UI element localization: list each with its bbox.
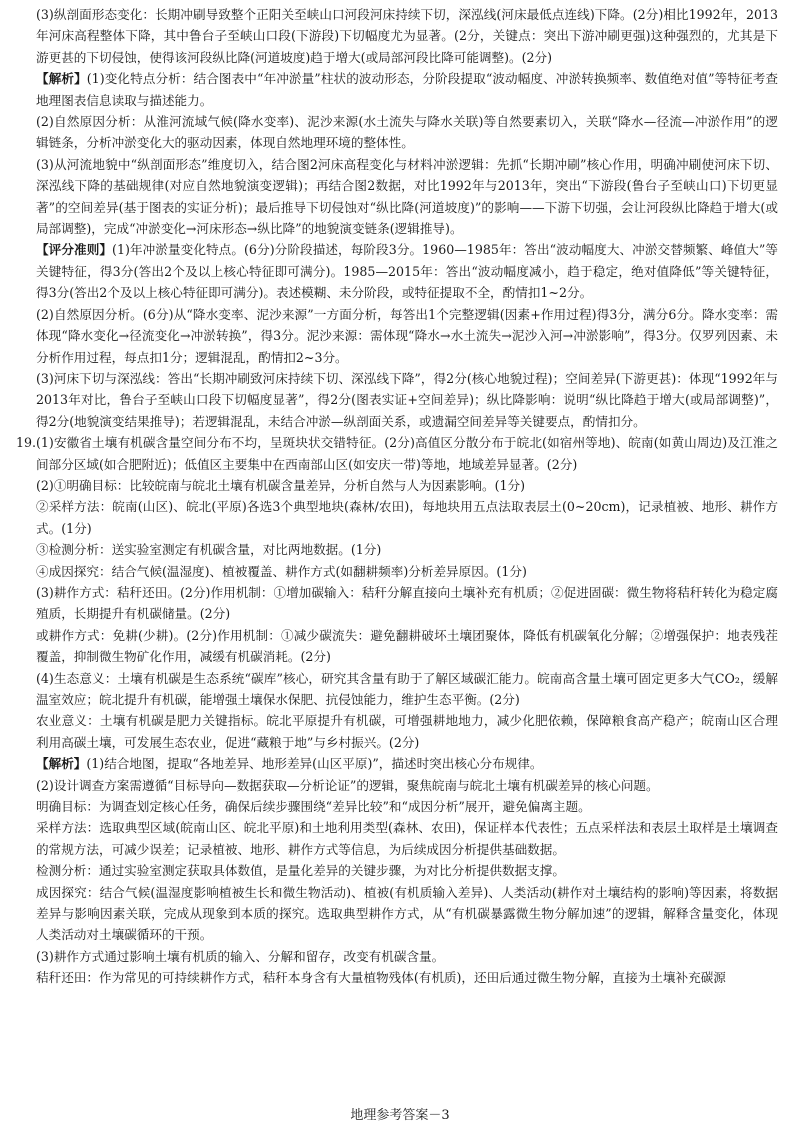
q19-analysis-2: (2)设计调查方案需遵循“目标导向—数据获取—分析论证”的逻辑，聚焦皖南与皖北土壤有机碳差异的核心问题。 (36, 777, 659, 793)
analysis-text: (1)结合地图，提取“各地差异、地形差异(山区平原)”，描述时突出核心分布规律。 (86, 756, 543, 772)
q19-answer-3-2: 或耕作方式：免耕(少耕)。(2分)作用机制：①减少碳流失：避免翻耕破坏土壤团聚体，降低有机碳氧化分解；②增强保护：地表残茬覆盖，抑制微生物矿化作用，减缓有机碳消耗。(2分) (36, 627, 778, 665)
q19-answer-2-1: (2)①明确目标：比较皖南与皖北土壤有机碳含量差异，分析自然与人为因素影响。(1分) (36, 477, 526, 493)
q19-analysis-2-1: 明确目标：为调查划定核心任务，确保后续步骤围绕“差异比较”和“成因分析”展开，避免偏离主题。 (36, 799, 591, 815)
q18-criteria-2: (2)自然原因分析。(6分)从“降水变率、泥沙来源”一方面分析，每答出1个完整逻辑(因素+作用过程)得3分，满分6分。降水变率：需体现“降水变化→径流变化→冲淤转换”，得3分。泥沙来源：需体现“降水→水土流失→泥沙入河→冲淤影响”，得3分。仅罗列因素、未分析作用过程，每点扣1分；逻辑混乱，酌情扣2~3分。 (36, 306, 778, 365)
q19-answer-2-3: ③检测分析：送实验室测定有机碳含量，对比两地数据。(1分) (36, 542, 382, 558)
question-19 (16, 432, 778, 475)
q18-analysis-2: (2)自然原因分析：从淮河流域气候(降水变率)、泥沙来源(水土流失与降水关联)等自然要素切入，关联“降水—径流—冲淤作用”的逻辑链条，分析冲淤变化大的驱动因素，体现自然地理环境的整体性。 (36, 114, 778, 151)
q19-analysis-3: (3)耕作方式通过影响土壤有机质的输入、分解和留存，改变有机碳含量。 (36, 948, 445, 964)
criteria-text: (1)年冲淤量变化特点。(6分)分阶段描述，每阶段3分。1960—1985年：答出“波动幅度大、冲淤交替频繁、峰值大”等关键特征，得3分(答出2个及以上核心特征即可满分)。1985—2015年：答出“波动幅度减小，趋于稳定，绝对值降低”等关键特征，得3分(答出2个及以上核心特征即可满分)。表述模糊、未分阶段，或特征提取不全，酌情扣1~2分。 (36, 242, 779, 301)
q19-analysis-2-2: 采样方法：选取典型区域(皖南山区、皖北平原)和土地利用类型(森林、农田)，保证样本代表性；五点采样法和表层土取样是土壤调查的常规方法，可减少误差；记录植被、地形、耕作方式等信息，为后续成因分析提供基础数据。 (36, 820, 778, 857)
q19-answer-2-4: ④成因探究：结合气候(温湿度)、植被覆盖、耕作方式(如翻耕频率)分析差异原因。(1分) (36, 563, 527, 579)
q19-answer-4-1: (4)生态意义：土壤有机碳是生态系统“碳库”核心，研究其含量有助于了解区域碳汇能力。皖南高含量土壤可固定更多大气CO₂，缓解温室效应；皖北提升有机碳，能增强土壤保水保肥、抗侵蚀能力，维护生态平衡。(2分) (36, 670, 778, 707)
question-number: 19. (16, 435, 37, 451)
q19-answer-1: (1)安徽省土壤有机碳含量空间分布不均，呈斑块状交错特征。(2分)高值区分散分布于皖北(如宿州等地)、皖南(如黄山周边)及江淮之间部分区域(如合肥附近)；低值区主要集中在西南部山区(如安庆一带)等地，地域差异显著。(2分) (36, 435, 778, 472)
criteria-tag: 【评分准则】 (36, 242, 113, 258)
analysis-tag: 【解析】 (36, 756, 87, 772)
q19-analysis-2-3: 检测分析：通过实验室测定获取具体数值，是量化差异的关键步骤，为对比分析提供数据支撑。 (36, 863, 565, 879)
q18-analysis-3: (3)从河流地貌中“纵剖面形态”维度切入，结合图2河床高程变化与材料冲淤逻辑：先抓“长期冲刷”核心作用，明确冲刷使河床下切、深泓线下降的基础规律(对应自然地貌演变逻辑)；再结合图2数据，对比1992年与2013年，突出“下游段(鲁台子至峡山口)下切更显著”的空间差异(基于图表的实证分析)；最后推导下切侵蚀对“纵比降(河道坡度)”的影响——下游下切强，会让河段纵比降趋于增大(或局部调整)，完成“冲淤变化→河床形态→纵比降”的地貌演变链条(逻辑推导)。 (36, 156, 778, 237)
q18-analysis-1 (36, 68, 778, 111)
page-footer: 地理参考答案－3 (350, 1108, 450, 1123)
q19-analysis-2-4: 成因探究：结合气候(温湿度影响植被生长和微生物活动)、植被(有机质输入差异)、人类活动(耕作对土壤结构的影响)等因素，将数据差异与影响因素关联，完成从现象到本质的探究。选取典型耕作方式，从“有机碳暴露微生物分解加速”的逻辑，解释含量变化，体现人类活动对土壤碳循环的干预。 (36, 884, 778, 943)
analysis-text: (1)变化特点分析：结合图表中“年冲淤量”柱状的波动形态，分阶段提取“波动幅度、冲淤转换频率、数值绝对值”等特征考查地理图表信息读取与描述能力。 (36, 71, 778, 108)
q19-answer-2-2: ②采样方法：皖南(山区)、皖北(平原)各选3个典型地块(森林/农田)，每地块用五点法取表层土(0~20cm)，记录植被、地形、耕作方式。(1分) (36, 499, 778, 536)
q19-answer-3-1: (3)耕作方式：秸秆还田。(2分)作用机制：①增加碳输入：秸秆分解直接向土壤补充有机质；②促进固碳：微生物将秸秆转化为稳定腐殖质，长期提升有机碳储量。(2分) (36, 584, 778, 622)
q19-answer-4-2: 农业意义：土壤有机碳是肥力关键指标。皖北平原提升有机碳，可增强耕地地力，减少化肥依赖，保障粮食高产稳产；皖南山区合理利用高碳土壤，可发展生态农业，促进“藏粮于地”与乡村振兴。(2分) (36, 713, 778, 750)
q19-analysis-3-1: 秸秆还田：作为常见的可持续耕作方式，秸秆本身含有大量植物残体(有机质)，还田后通过微生物分解，直接为土壤补充碳源 (36, 970, 726, 986)
analysis-tag: 【解析】 (36, 71, 87, 87)
q18-answer-3: (3)纵剖面形态变化：长期冲刷导致整个正阳关至峡山口河段河床持续下切，深泓线(河床最低点连线)下降。(2分)相比1992年，2013年河床高程整体下降，其中鲁台子至峡山口段(下游段)下切幅度尤为显著。(2分，关键点：突出下游冲刷更强)这种强烈的，尤其是下游更甚的下切侵蚀，使得该河段纵比降(河道坡度)趋于增大(或局部河段比降可能调整)。(2分) (36, 7, 778, 65)
q18-criteria-3: (3)河床下切与深泓线：答出“长期冲刷致河床持续下切、深泓线下降”，得2分(核心地貌过程)；空间差异(下游更甚)：体现“1992年与2013年对比，鲁台子至峡山口段下切幅度显著”，得2分(图表实证+空间差异)；纵比降影响：说明“纵比降趋于增大(或局部调整)”，得2分(地貌演变结果推导)；若逻辑混乱，未结合冲淤—纵剖面关系，或遗漏空间差异等关键要点，酌情扣分。 (36, 370, 778, 429)
q19-analysis-1 (36, 753, 778, 774)
q18-criteria-1 (36, 239, 778, 303)
